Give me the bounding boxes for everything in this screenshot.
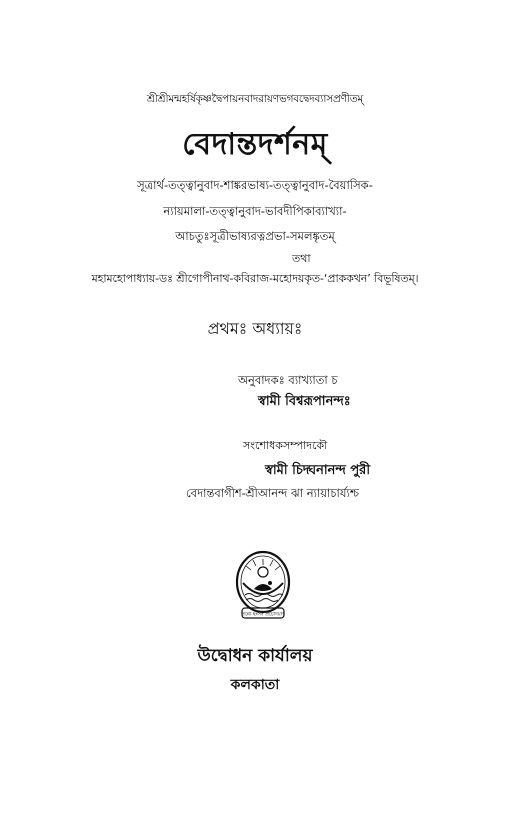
editor-2-line: বেদান্তবাগীশ-শ্রীআনন্দ ঝা ন্যায়াচার্য্যশ্চ (186, 486, 359, 500)
ramakrishna-mission-emblem-icon (226, 545, 300, 625)
author-line: শ্রীশ্রীমন্মহর্ষিকৃষ্ণদ্বৈপায়নবাদরায়ণভগবদ্বেদব্যাসপ্রণীতম্ (146, 93, 364, 105)
editor-1-name: স্বামী চিদ্ঘনানন্দ পুরী (265, 463, 371, 478)
page-title: বেদান্তদর্শনম্ (182, 127, 328, 162)
subtitle-line-2: ন্যায়মালা-তত্ত্বানুবাদ-ভাবদীপিকাব্যাখ্যা- (163, 204, 347, 218)
subtitle-line-3: আচতুঃসূত্রীভাষ্যরত্নপ্রভা-সমলঙ্কৃতম্ (175, 229, 335, 243)
publisher-city: কলকাতা (230, 677, 280, 693)
translator-label: অনুবাদকঃ ব্যাখ্যাতা চ (238, 373, 338, 387)
subtitle-line-1: সূত্রার্থ-তত্ত্বানুবাদ-শাঙ্করভাষ্য-তত্ত্বানুবাদ-বৈয়াসিক- (137, 178, 373, 192)
publisher-name: উদ্বোধন কার্যালয় (197, 646, 313, 666)
emblem-caption: তন্নো হংসঃ প্রচোদয়াৎ (241, 611, 285, 618)
prakkathan-line: মহামহোপাধ্যায়-ডঃ শ্রীগোপীনাথ-কবিরাজ-মহোদয়কৃত-‘প্রাককথন’ বিভূষিতম্। (91, 272, 419, 285)
tatha-text: তথা (292, 252, 311, 265)
translator-name: স্বামী বিশ্বরূপানন্দঃ (258, 394, 351, 409)
editors-label: সংশোধকসম্পাদকৌ (243, 439, 328, 452)
chapter-heading: প্রথমঃ অধ্যায়ঃ (207, 319, 303, 338)
